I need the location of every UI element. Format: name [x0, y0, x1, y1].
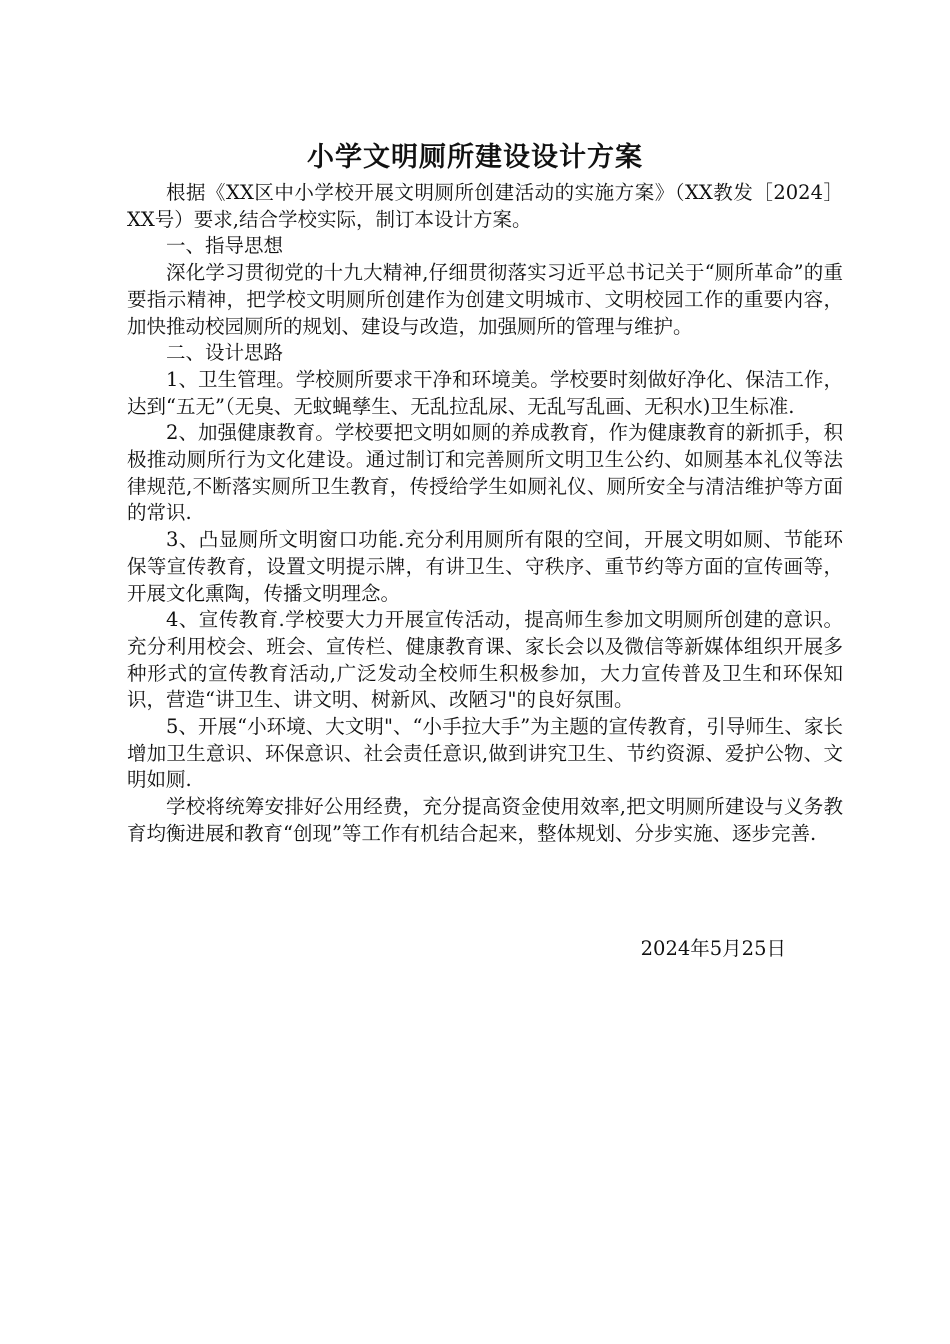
- document-title: 小学文明厕所建设设计方案: [307, 142, 643, 173]
- paragraph-conclusion: 学校将统筹安排好公用经费，充分提高资金使用效率,把文明厕所建设与义务教育均衡进展和教育“创现”等工作有机结合起来，整体规划、分步实施、逐步完善.: [127, 795, 843, 845]
- paragraph-item-3: 3、凸显厕所文明窗口功能.充分利用厕所有限的空间，开展文明如厕、节能环保等宣传教育，设置文明提示牌，有讲卫生、守秩序、重节约等方面的宣传画等，开展文化熏陶，传播文明理念。: [127, 528, 843, 605]
- paragraph-item-2: 2、加强健康教育。学校要把文明如厕的养成教育，作为健康教育的新抓手，积极推动厕所行为文化建设。通过制订和完善厕所文明卫生公约、如厕基本礼仪等法律规范,不断落实厕所卫生教育，传授给学生如厕礼仪、厕所安全与清洁维护等方面的常识.: [127, 421, 843, 525]
- paragraph-guiding-ideology: 深化学习贯彻党的十九大精神,仔细贯彻落实习近平总书记关于“厕所革命”的重要指示精神，把学校文明厕所创建作为创建文明城市、文明校园工作的重要内容，加快推动校园厕所的规划、建设与改造，加强厕所的管理与维护。: [127, 261, 843, 338]
- document-body: [127, 180, 843, 848]
- section-heading-guiding-ideology: 一、指导思想: [166, 234, 284, 258]
- paragraph-item-5: 5、开展“小环境、大文明"、“小手拉大手”为主题的宣传教育，引导师生、家长增加卫生意识、环保意识、社会责任意识,做到讲究卫生、节约资源、爱护公物、文明如厕.: [127, 715, 843, 792]
- paragraph-item-1: 1、卫生管理。学校厕所要求干净和环境美。学校要时刻做好净化、保洁工作，达到“五无”（无臭、无蚊蝇孳生、无乱拉乱尿、无乱写乱画、无积水)卫生标准.: [127, 367, 843, 418]
- document-date: 2024年5月25日: [640, 937, 786, 960]
- section-heading-design-ideas: 二、设计思路: [166, 341, 284, 365]
- paragraph-intro: 根据《XX区中小学校开展文明厕所创建活动的实施方案》（XX教发［2024］XX号）要求,结合学校实际，制订本设计方案。: [127, 181, 843, 231]
- paragraph-item-4: 4、宣传教育.学校要大力开展宣传活动，提高师生参加文明厕所创建的意识。充分利用校会、班会、宣传栏、健康教育课、家长会以及微信等新媒体组织开展多种形式的宣传教育活动,广泛发动全校师生积极参加，大力宣传普及卫生和环保知识，营造“讲卫生、讲文明、树新风、改陋习"的良好氛围。: [127, 608, 843, 712]
